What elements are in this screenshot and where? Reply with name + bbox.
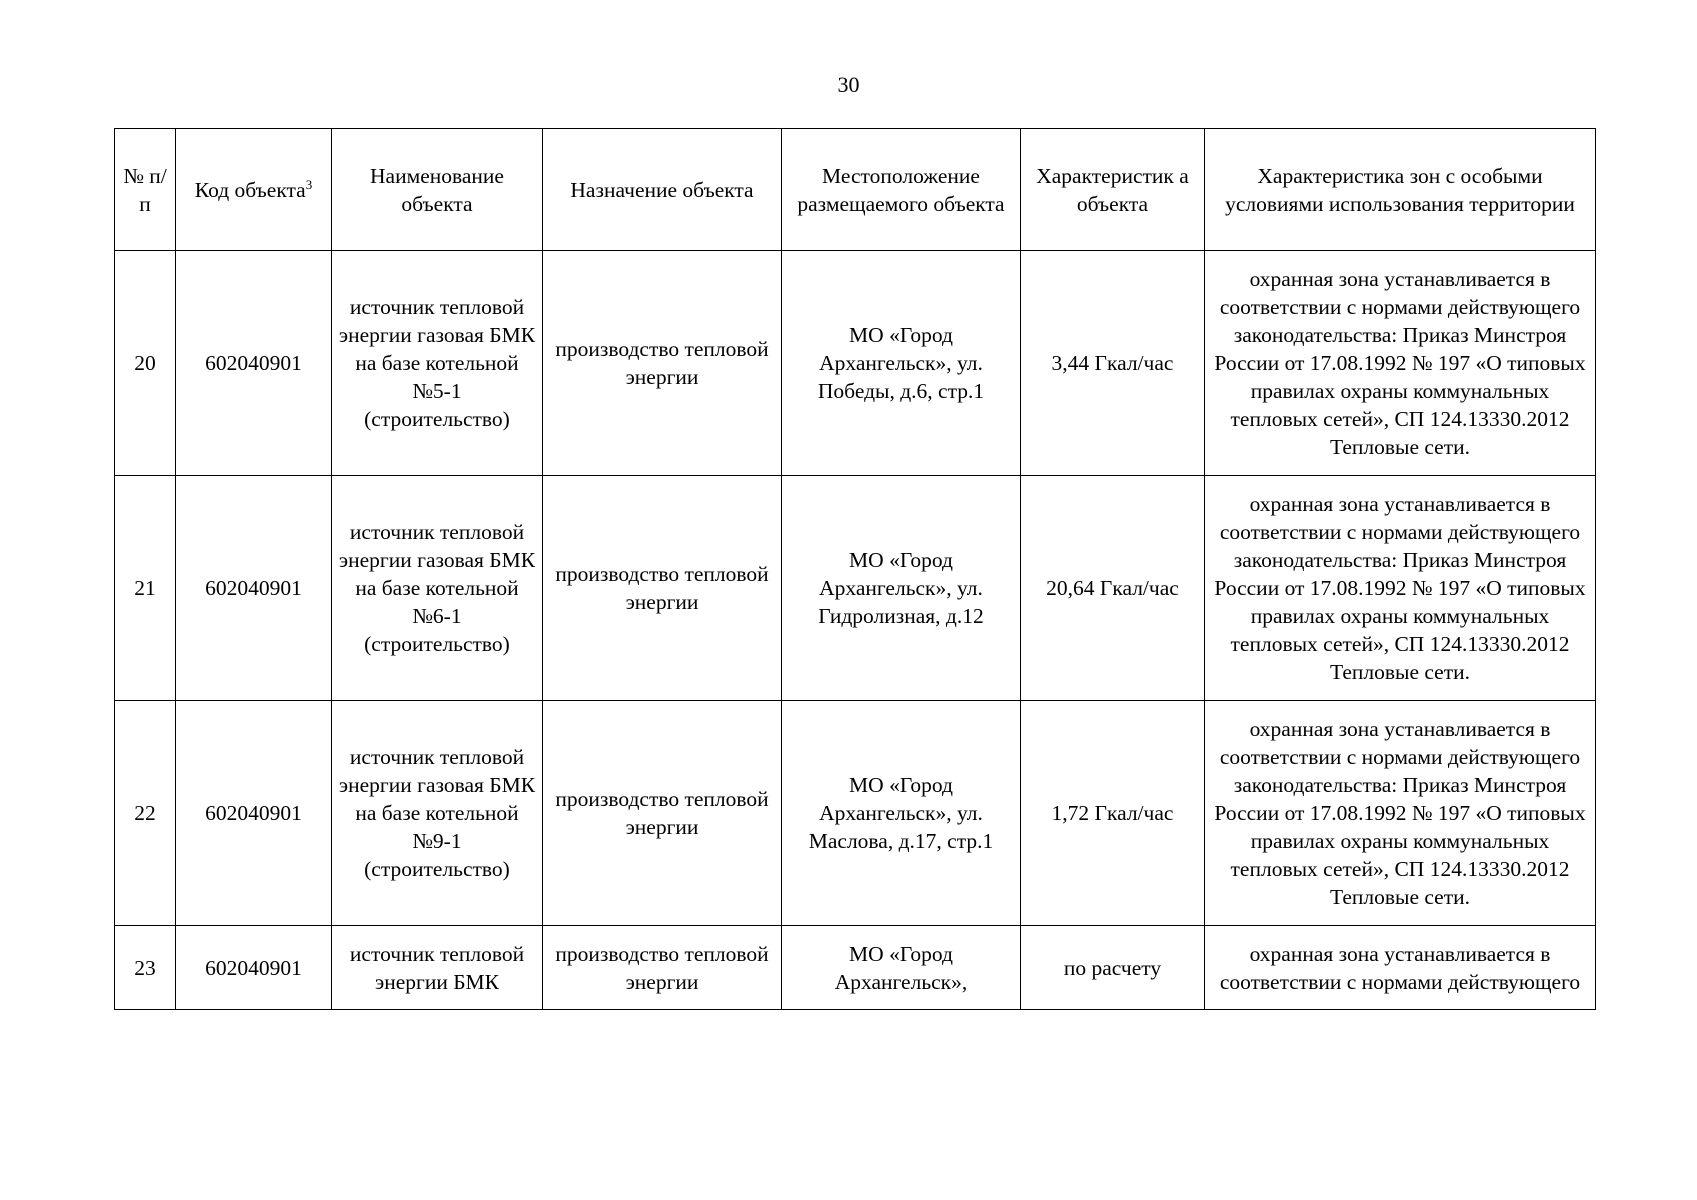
cell-num: 23	[115, 926, 176, 1010]
cell-zones: охранная зона устанавливается в соответствии с нормами действующего	[1205, 926, 1596, 1010]
table-header-row	[115, 129, 1596, 251]
cell-name: источник тепловой энергии газовая БМК на базе котельной №6-1 (строительство)	[332, 476, 543, 701]
cell-zones: охранная зона устанавливается в соответствии с нормами действующего законодательства: Приказ Минстроя России от 17.08.1992 № 197 «О типовых правилах охраны коммунальных тепловых сетей», СП 124.13330.2012 Тепловые сети.	[1205, 476, 1596, 701]
cell-name: источник тепловой энергии БМК	[332, 926, 543, 1010]
cell-characteristic: 20,64 Гкал/час	[1021, 476, 1205, 701]
cell-code: 602040901	[176, 476, 332, 701]
cell-purpose: производство тепловой энергии	[543, 476, 782, 701]
table-row	[115, 251, 1596, 476]
cell-code: 602040901	[176, 926, 332, 1010]
cell-location: МО «Город Архангельск», ул. Победы, д.6, стр.1	[782, 251, 1021, 476]
cell-characteristic: 1,72 Гкал/час	[1021, 701, 1205, 926]
cell-purpose: производство тепловой энергии	[543, 926, 782, 1010]
objects-table	[114, 128, 1596, 1010]
cell-name: источник тепловой энергии газовая БМК на базе котельной №9-1 (строительство)	[332, 701, 543, 926]
cell-purpose: производство тепловой энергии	[543, 251, 782, 476]
header-zones: Характеристика зон с особыми условиями использования территории	[1205, 129, 1596, 251]
footnote-marker: 3	[305, 176, 313, 192]
header-purpose: Назначение объекта	[543, 129, 782, 251]
header-code: Код объекта$^3$	[176, 129, 332, 251]
cell-code: 602040901	[176, 251, 332, 476]
cell-num: 20	[115, 251, 176, 476]
cell-code: 602040901	[176, 701, 332, 926]
cell-num: 22	[115, 701, 176, 926]
cell-location: МО «Город Архангельск», ул. Маслова, д.17, стр.1	[782, 701, 1021, 926]
cell-location: МО «Город Архангельск»,	[782, 926, 1021, 1010]
cell-characteristic: по расчету	[1021, 926, 1205, 1010]
cell-characteristic: 3,44 Гкал/час	[1021, 251, 1205, 476]
page-number: 30	[837, 72, 860, 97]
cell-zones: охранная зона устанавливается в соответствии с нормами действующего законодательства: Приказ Минстроя России от 17.08.1992 № 197 «О типовых правилах охраны коммунальных тепловых сетей», СП 124.13330.2012 Тепловые сети.	[1205, 251, 1596, 476]
table-row	[115, 701, 1596, 926]
table-row	[115, 476, 1596, 701]
header-num: № п/п	[115, 129, 176, 251]
cell-name: источник тепловой энергии газовая БМК на базе котельной №5-1 (строительство)	[332, 251, 543, 476]
header-location: Местоположение размещаемого объекта	[782, 129, 1021, 251]
cell-zones: охранная зона устанавливается в соответствии с нормами действующего законодательства: Приказ Минстроя России от 17.08.1992 № 197 «О типовых правилах охраны коммунальных тепловых сетей», СП 124.13330.2012 Тепловые сети.	[1205, 701, 1596, 926]
cell-num: 21	[115, 476, 176, 701]
table-row	[115, 926, 1596, 1010]
header-name: Наименование объекта	[332, 129, 543, 251]
cell-location: МО «Город Архангельск», ул. Гидролизная, д.12	[782, 476, 1021, 701]
cell-purpose: производство тепловой энергии	[543, 701, 782, 926]
header-characteristic: Характеристик а объекта	[1021, 129, 1205, 251]
